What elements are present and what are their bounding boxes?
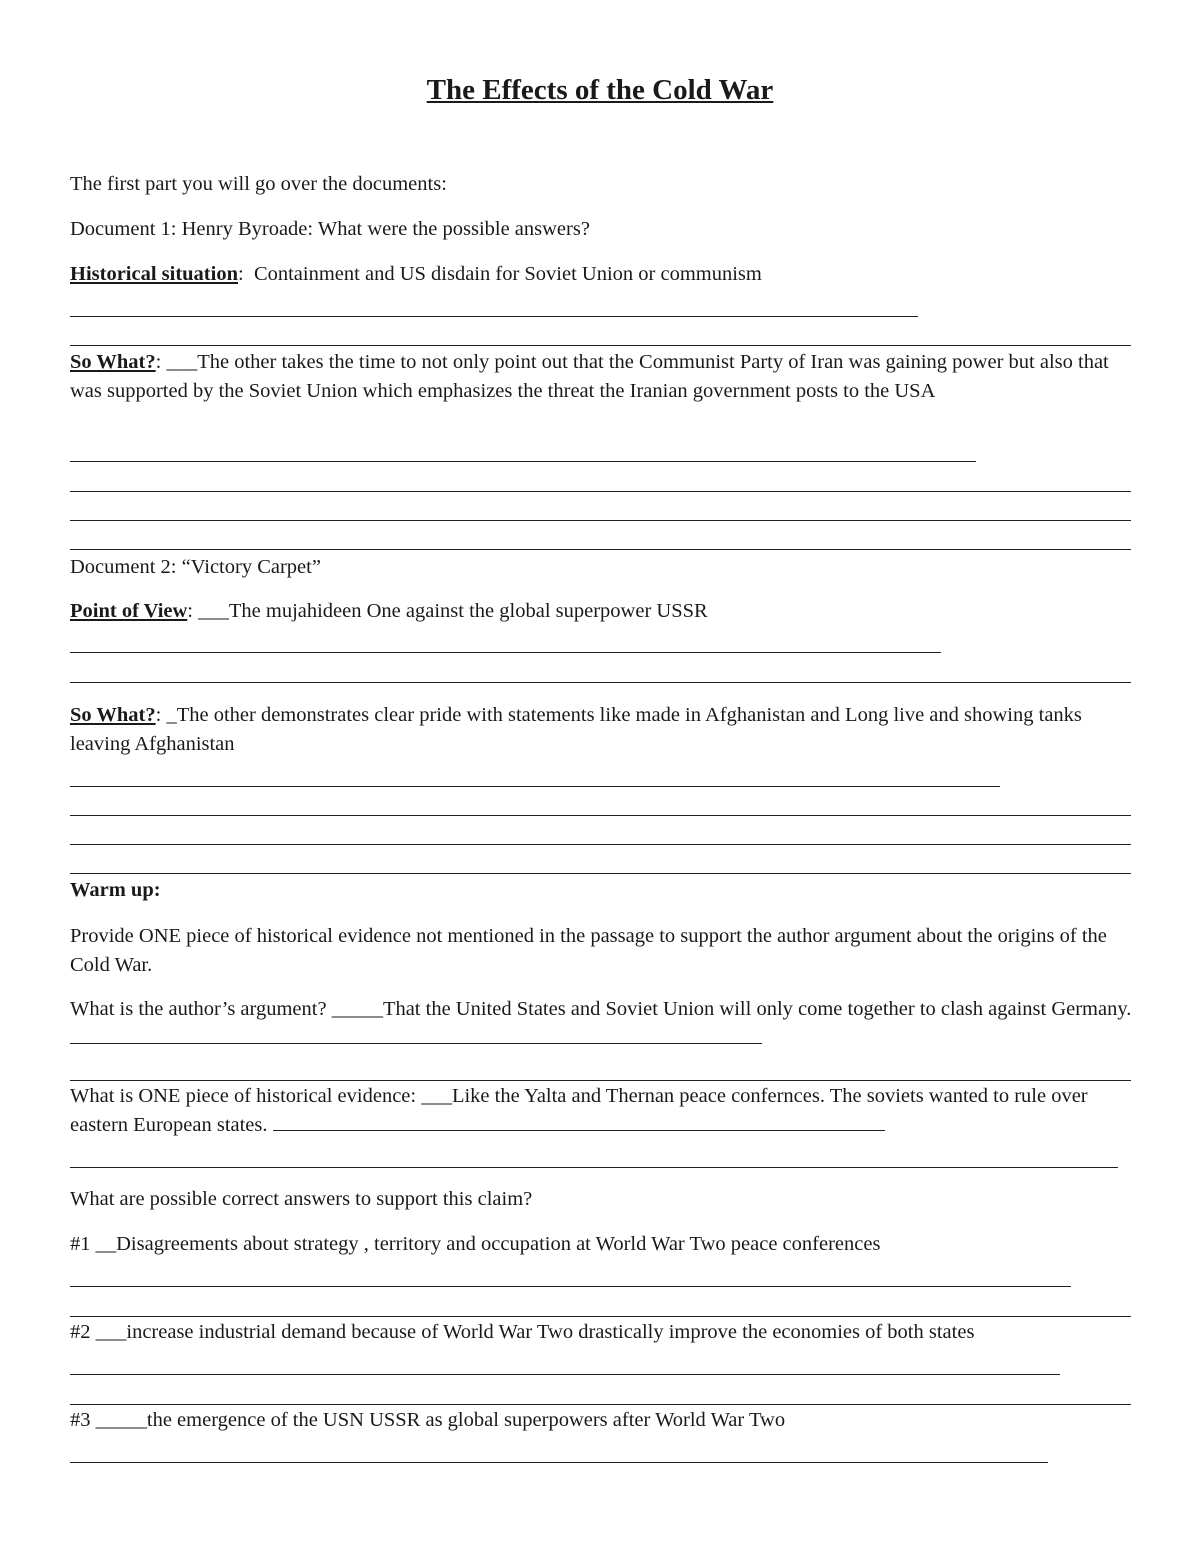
answer-line [70,1462,1048,1463]
answer-1-blank: __ [95,1233,117,1255]
historical-situation-answer: Containment and US disdain for Soviet Union or communism [253,263,762,285]
intro-text: The first part you will go over the documents: [70,173,447,195]
answer-line [70,316,918,317]
point-of-view-answer: The mujahideen One against the global superpower USSR [228,600,708,622]
answer-3-blank: _____ [95,1409,147,1431]
answer-line [70,652,941,653]
answer-line [70,1042,762,1044]
answer-line [70,844,1131,845]
doc2-so-what-row: So What?: _The other demonstrates clear pride with statements like made in Afghanistan and Long live and showing tanks leaving Afghanistan [70,704,1082,755]
doc1-so-what-answer: The other takes the time to not only point out that the Communist Party of Iran was gaining power but also that was supported by the Soviet Union which emphasizes the threat the Iranian government posts to the USA [70,351,1109,402]
answer-line [70,786,1000,787]
answer-line [70,461,976,462]
answer-line [70,491,1131,492]
answer-3-text: the emergence of the USN USSR as global superpowers after World War Two [146,1409,786,1431]
answer-2-blank: ___ [95,1321,127,1343]
doc2-so-what-blank: _ [166,704,177,726]
doc2-so-what-label: So What? [70,704,156,726]
doc1-so-what-blank: ___ [166,351,198,373]
possible-answers-question: What are possible correct answers to support this claim? [70,1188,533,1210]
answer-line [70,520,1131,521]
doc1-so-what-label: So What? [70,351,156,373]
page-title: The Effects of the Cold War [426,74,774,106]
historical-situation-label: Historical situation [70,263,238,285]
doc1-so-what-row: So What?: ___The other takes the time to not only point out that the Communist Party of Iran was gaining power but also that was supported by the Soviet Union which emphasizes the threat the Iranian government posts to the USA [70,351,1109,402]
document-2-heading: Document 2: “Victory Carpet” [70,556,321,578]
evidence-answer: Like the Yalta and Thernan peace confernces. The soviets wanted to rule over eastern European states. [70,1085,1088,1136]
answer-3-row [70,1406,1134,1435]
answer-1-text: Disagreements about strategy , territory and occupation at World War Two peace conferences [116,1233,881,1255]
answer-line [70,549,1131,550]
author-argument-blank: _____ [331,998,383,1020]
warm-up-prompt: Provide ONE piece of historical evidence not mentioned in the passage to support the author argument about the origins of the Cold War. [70,925,1107,976]
warm-up-heading: Warm up: [70,879,161,901]
answer-line [70,1286,1071,1287]
answer-3-number: #3 [70,1409,91,1431]
answer-line [70,682,1131,683]
author-argument-question: What is the author’s argument? [70,998,327,1020]
answer-2-text: increase industrial demand because of World War Two drastically improve the economies of both states [126,1321,975,1343]
answer-1-row [70,1230,1134,1259]
answer-line [70,1404,1131,1405]
answer-line [70,345,1131,346]
answer-line [70,815,1131,816]
answer-line [70,1316,1131,1317]
author-argument-row [70,995,1134,1053]
answer-line [273,1129,885,1131]
answer-1-number: #1 [70,1233,91,1255]
historical-situation-row: Historical situation: Containment and US disdain for Soviet Union or communism [70,263,762,285]
answer-2-number: #2 [70,1321,91,1343]
evidence-blank: ___ [421,1085,452,1107]
evidence-question: What is ONE piece of historical evidence: [70,1085,417,1107]
doc2-so-what-answer: The other demonstrates clear pride with statements like made in Afghanistan and Long live and showing tanks leaving Afghanistan [70,704,1082,755]
answer-line [70,1080,1131,1081]
answer-line [70,1374,1060,1375]
answer-line [70,873,1131,874]
evidence-row [70,1082,1134,1140]
point-of-view-row: Point of View: ___The mujahideen One against the global superpower USSR [70,600,708,622]
author-argument-answer: That the United States and Soviet Union will only come together to clash against Germany. [382,998,1132,1020]
point-of-view-label: Point of View [70,600,188,622]
point-of-view-blank: ___ [198,600,229,622]
answer-2-row [70,1318,1134,1347]
document-1-heading: Document 1: Henry Byroade: What were the possible answers? [70,218,590,240]
answer-line [70,1167,1118,1168]
